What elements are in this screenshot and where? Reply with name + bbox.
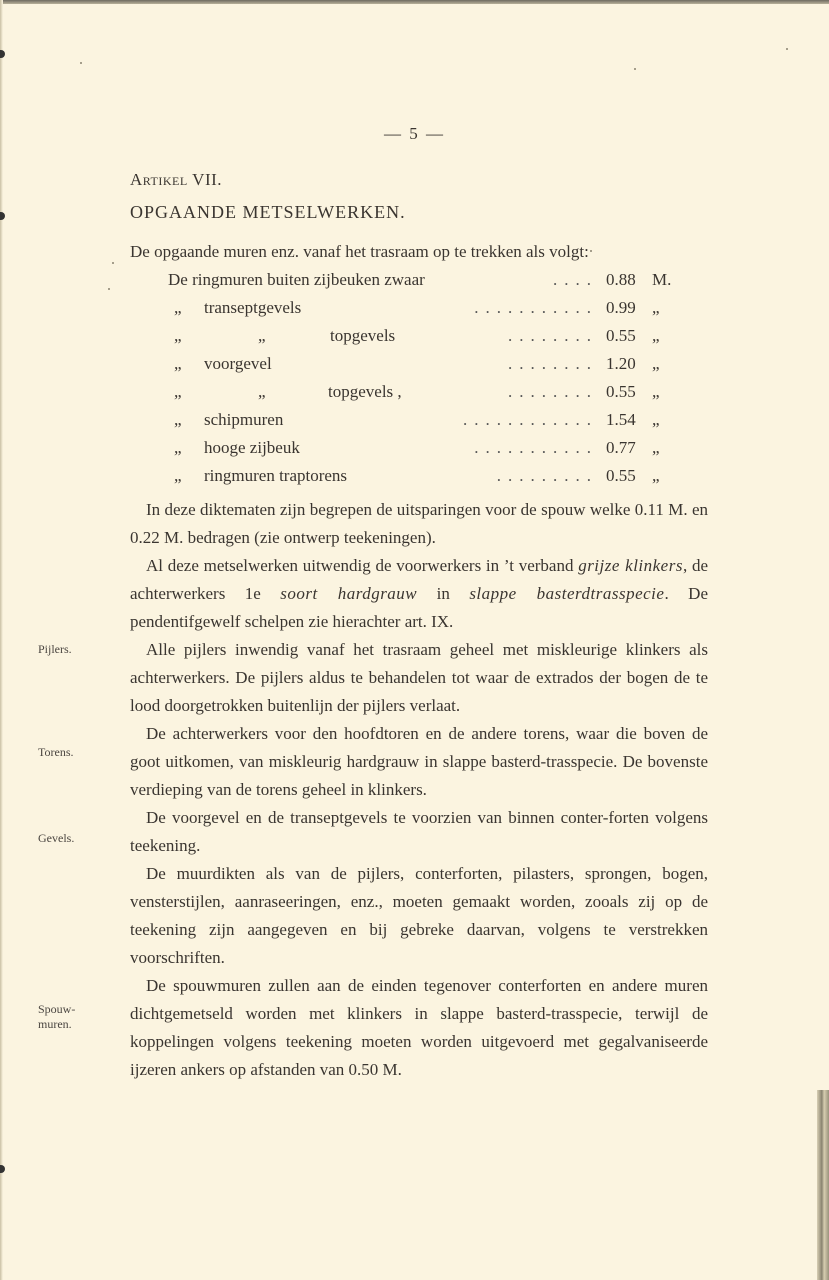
- article-heading: [130, 170, 222, 190]
- margin-note-torens: Torens.: [38, 745, 74, 759]
- row-value: 1.20: [606, 354, 636, 373]
- paragraph-torens: De achterwerkers voor den hoofdtoren en de andere torens, waar die boven de goot uitkomen, van miskleurig hardgrauw in slappe basterd-trasspecie. De bovenste verdieping van de torens geheel in klinkers.: [130, 724, 708, 799]
- binding-mark: [0, 50, 5, 58]
- row-label: transeptgevels: [204, 298, 302, 317]
- table-row: [130, 354, 710, 382]
- paragraph-pijlers: Alle pijlers inwendig vanaf het trasraam geheel met miskleurige klinkers als achterwerkers. De pijlers aldus te behandelen tot waar de extrados der bogen de te lood doorgetrokken buitenlijn der pijlers verlaat.: [130, 640, 708, 715]
- text-run: , de achterwerkers 1e: [130, 556, 708, 603]
- emphasis-text: slappe basterdtrasspecie: [469, 584, 665, 603]
- row-value: 0.55: [606, 326, 636, 345]
- ditto-mark: „: [258, 382, 266, 401]
- row-value: 0.99: [606, 298, 636, 317]
- table-row: [130, 326, 710, 354]
- dot-leader: ....: [553, 270, 598, 289]
- ditto-mark: „: [258, 326, 266, 345]
- table-row: [130, 410, 710, 438]
- intro-line: De opgaande muren enz. vanaf het trasraam op te trekken als volgt:: [130, 242, 589, 261]
- article-numeral: VII.: [192, 170, 223, 189]
- row-value: 0.77: [606, 438, 636, 457]
- table-row: [130, 466, 710, 494]
- row-label: hooge zijbeuk: [204, 438, 300, 457]
- table-row: [130, 270, 710, 298]
- page-left-edge: [0, 0, 3, 1280]
- row-unit: M.: [652, 270, 672, 289]
- row-unit: „: [652, 410, 660, 429]
- row-unit: „: [652, 298, 660, 317]
- binding-mark: [0, 212, 5, 220]
- row-value: 0.88: [606, 270, 636, 289]
- row-value: 1.54: [606, 410, 636, 429]
- table-row: [130, 298, 710, 326]
- paper-speck: [80, 62, 82, 64]
- margin-note-spouwmuren: [38, 1002, 75, 1032]
- row-label: schipmuren: [204, 410, 284, 429]
- emphasis-text: grijze klinkers: [578, 556, 683, 575]
- text-run: in: [417, 584, 470, 603]
- ditto-mark: „: [174, 438, 182, 457]
- paragraph-gevels: De voorgevel en de transeptgevels te voorzien van binnen conter-forten volgens teekening.: [130, 808, 708, 855]
- paragraph-muurdikten: De muurdikten als van de pijlers, conterforten, pilasters, sprongen, bogen, vensterstijlen, aanraseeringen, enz., moeten gemaakt worden, zooals zij op de teekening zijn aangegeven en bij gebreke daarvan, volgens te verstrekken voorschriften.: [130, 864, 708, 967]
- dot-leader: .........: [496, 466, 598, 485]
- paper-speck: [108, 288, 110, 290]
- ditto-mark: „: [174, 382, 182, 401]
- paper-speck: [786, 48, 788, 50]
- row-value: 0.55: [606, 382, 636, 401]
- row-unit: „: [652, 326, 660, 345]
- paragraph-spouwmuren: De spouwmuren zullen aan de einden tegenover conterforten en andere muren dichtgemetseld worden met klinkers in slappe basterd-trasspecie, terwijl de koppelingen volgens teekening moeten worden uitgevoerd met gegalvaniseerde ijzeren ankers op afstanden van 0.50 M.: [130, 976, 708, 1079]
- dot-leader: ............: [463, 410, 598, 429]
- ditto-mark: „: [174, 298, 182, 317]
- dot-leader: ...........: [474, 438, 598, 457]
- margin-note-line: Spouw-: [38, 1002, 76, 1016]
- row-label: ringmuren traptorens: [204, 466, 348, 485]
- ditto-mark: „: [174, 326, 182, 345]
- margin-note-pijlers: Pijlers.: [38, 642, 72, 656]
- binding-mark: [0, 1165, 5, 1173]
- paper-speck: [112, 262, 114, 264]
- paper-speck: [590, 250, 592, 252]
- dot-leader: ........: [508, 354, 598, 373]
- text-run: . De pendentifgewelf schelpen zie hierachter art. IX.: [130, 584, 709, 631]
- dot-leader: ...........: [474, 298, 598, 317]
- row-label: topgevels ,: [328, 382, 402, 401]
- page-number: — 5 —: [384, 124, 445, 143]
- row-value: 0.55: [606, 466, 636, 485]
- paper-speck: [634, 68, 636, 70]
- paragraph-diktematen: In deze diktematen zijn begrepen de uitsparingen voor de spouw welke 0.11 M. en 0.22 M. bedragen (zie ontwerp teekeningen).: [130, 500, 708, 547]
- ditto-mark: „: [174, 354, 182, 373]
- paragraph-metselwerken: [130, 552, 708, 636]
- row-unit: „: [652, 438, 660, 457]
- text-run: Al deze metselwerken uitwendig de voorwerkers in ’t verband: [146, 556, 579, 575]
- margin-note-line: muren.: [38, 1017, 72, 1031]
- row-unit: „: [652, 382, 660, 401]
- emphasis-text: soort hardgrauw: [280, 584, 418, 603]
- row-unit: „: [652, 466, 660, 485]
- page-top-edge: [0, 0, 829, 4]
- row-label: topgevels: [330, 326, 396, 345]
- page-right-edge: [817, 1090, 829, 1280]
- table-row: [130, 438, 710, 466]
- table-row: [130, 382, 710, 410]
- body-text: [130, 496, 708, 1084]
- section-title: OPGAANDE METSELWERKEN.: [130, 202, 406, 222]
- row-label: De ringmuren buiten zijbeuken zwaar: [168, 270, 425, 289]
- article-prefix: Artikel: [130, 170, 188, 189]
- row-label: voorgevel: [204, 354, 272, 373]
- row-unit: „: [652, 354, 660, 373]
- ditto-mark: „: [174, 410, 182, 429]
- margin-note-gevels: Gevels.: [38, 831, 75, 845]
- dot-leader: ........: [508, 382, 598, 401]
- ditto-mark: „: [174, 466, 182, 485]
- dot-leader: ........: [508, 326, 598, 345]
